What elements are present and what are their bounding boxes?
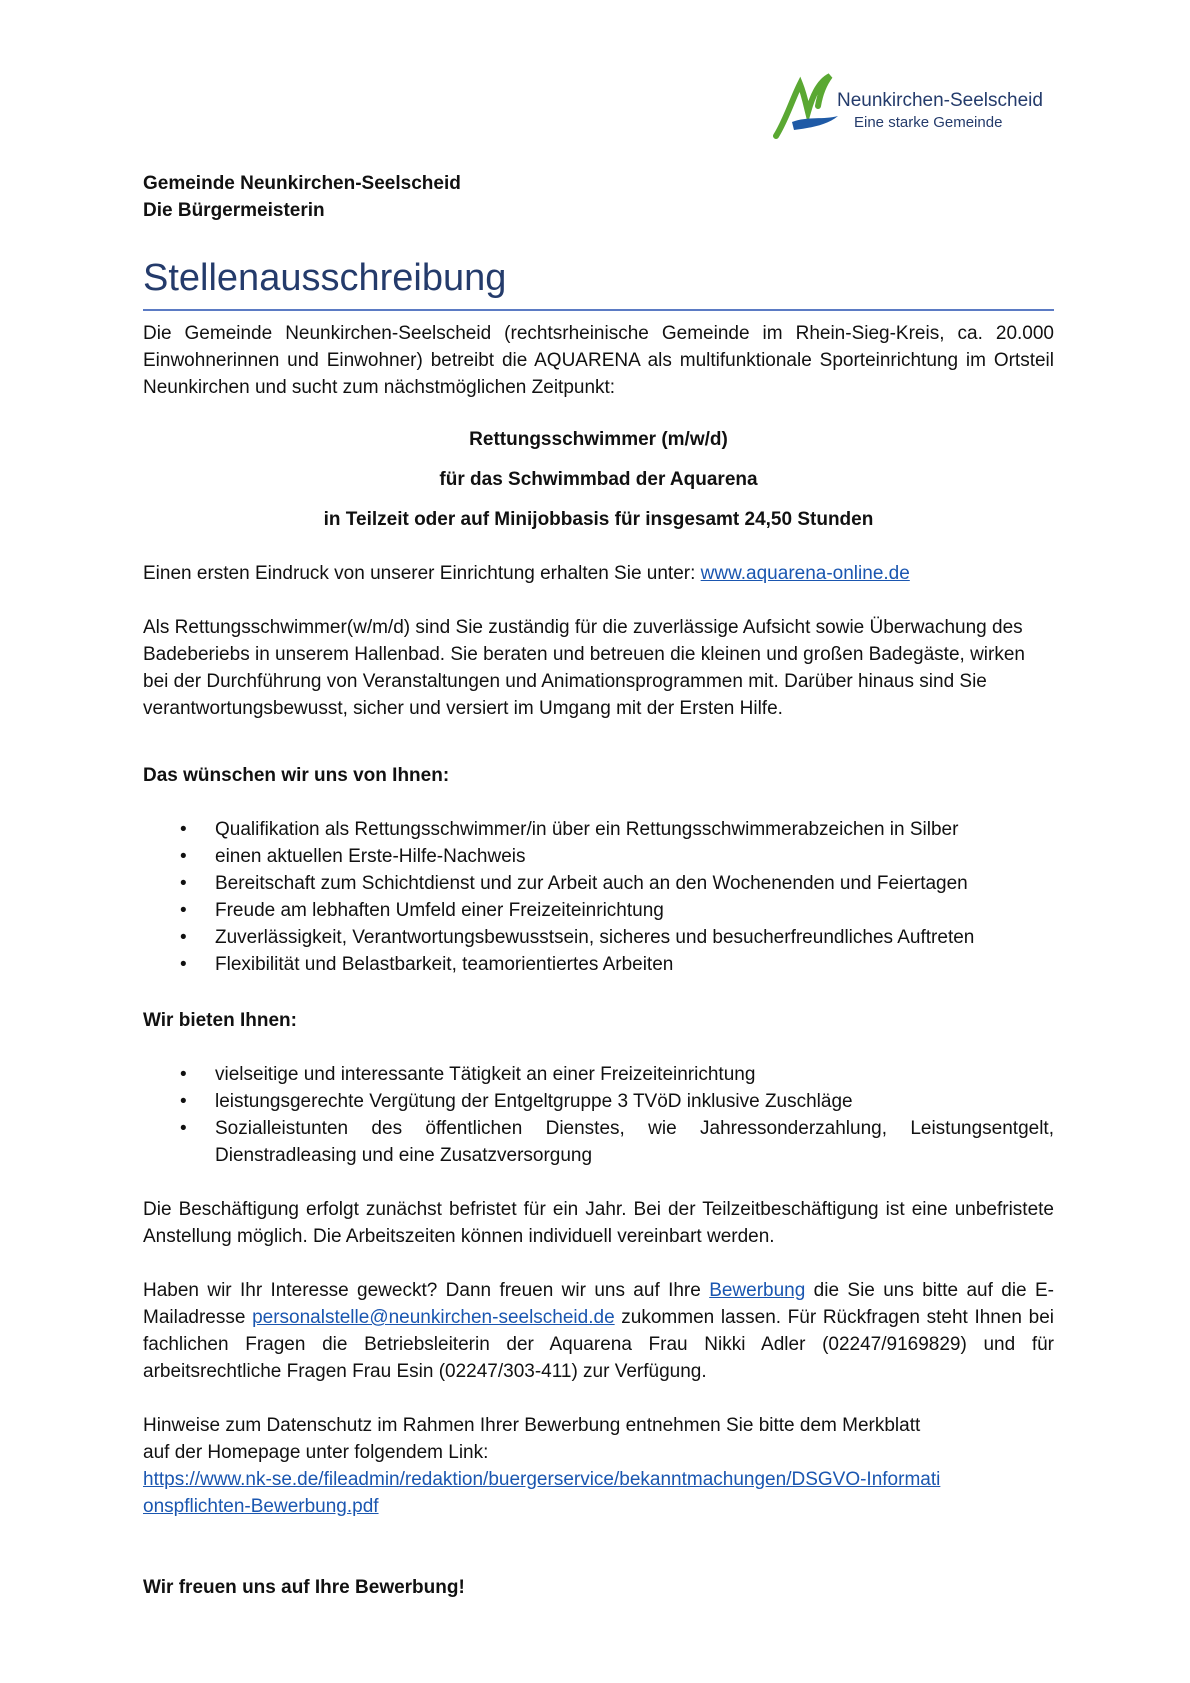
issuer-role: Die Bürgermeisterin xyxy=(143,200,325,221)
intro-paragraph: Die Gemeinde Neunkirchen-Seelscheid (rechtsrheinische Gemeinde im Rhein-Sieg-Kreis, ca. 20.000 Einwohnerinnen und Einwohner) betreibt die AQUARENA als multifunktionale Sporteinrichtung im Ortsteil Neunkirchen und sucht zum nächstmöglichen Zeitpunkt: xyxy=(143,323,1054,398)
description-paragraph: Als Rettungsschwimmer(w/m/d) sind Sie zuständig für die zuverlässige Aufsicht sowie Überwachung des Badeberiebs in unserem Hallenbad. Sie beraten und betreuen die kleinen und großen Badegäste, wirken bei der Durchführung von Veranstaltungen und Animationsprogrammen mit. Darüber hinaus sind Sie verantwortungsbewusst, sicher und versiert im Umgang mit der Ersten Hilfe. xyxy=(143,617,1025,719)
offer-list-container xyxy=(143,1061,1054,1169)
list-item: • Zuverlässigkeit, Verantwortungsbewusstsein, sicheres und besucherfreundliches Auftreten xyxy=(215,924,1054,951)
offer-list xyxy=(143,1061,1054,1169)
list-item: • einen aktuellen Erste-Hilfe-Nachweis xyxy=(215,843,1054,870)
aquarena-website-link[interactable]: www.aquarena-online.de xyxy=(700,563,910,584)
closing-line: Wir freuen uns auf Ihre Bewerbung! xyxy=(143,1577,465,1598)
application-link[interactable]: Bewerbung xyxy=(709,1280,806,1301)
privacy-line-1: Hinweise zum Datenschutz im Rahmen Ihrer Bewerbung entnehmen Sie bitte dem Merkblatt xyxy=(143,1415,921,1436)
application-text-2: die Sie uns bitte auf die E-Mailadresse xyxy=(143,1280,1054,1328)
privacy-paragraph xyxy=(143,1412,1054,1520)
list-item: • Flexibilität und Belastbarkeit, teamorientiertes Arbeiten xyxy=(215,951,1054,978)
issuer-block xyxy=(143,170,1054,224)
privacy-pdf-link[interactable]: https://www.nk-se.de/fileadmin/redaktion/buergerservice/bekanntmachungen/DSGVO-Informationspflichten-Bewerbung.pdf xyxy=(143,1469,941,1517)
position-hours: in Teilzeit oder auf Minijobbasis für insgesamt 24,50 Stunden xyxy=(323,509,874,530)
privacy-line-2: auf der Homepage unter folgendem Link: xyxy=(143,1442,489,1463)
page-title: Stellenausschreibung xyxy=(143,255,1054,311)
impression-paragraph xyxy=(143,560,1054,587)
municipality-logo xyxy=(772,70,1072,150)
offer-heading: Wir bieten Ihnen: xyxy=(143,1010,297,1031)
application-text-3: zukommen lassen. Für Rückfragen steht Ihnen bei fachlichen Fragen die Betriebsleiterin der Aquarena Frau Nikki Adler (02247/9169829) und für arbeitsrechtliche Fragen Frau Esin (02247/303-411) zur Verfügung. xyxy=(143,1307,1054,1382)
impression-text: Einen ersten Eindruck von unserer Einrichtung erhalten Sie unter: xyxy=(143,563,701,584)
wishes-list-container xyxy=(143,816,1054,978)
email-link[interactable]: personalstelle@neunkirchen-seelscheid.de xyxy=(252,1307,615,1328)
list-item: • leistungsgerechte Vergütung der Entgeltgruppe 3 TVöD inklusive Zuschläge xyxy=(215,1088,1054,1115)
position-title: Rettungsschwimmer (m/w/d) xyxy=(469,429,728,450)
logo-name: Neunkirchen-Seelscheid xyxy=(837,90,1043,111)
list-item: • Bereitschaft zum Schichtdienst und zur Arbeit auch an den Wochenenden und Feiertagen xyxy=(215,870,1054,897)
application-paragraph xyxy=(143,1277,1054,1385)
list-item: • Freude am lebhaften Umfeld einer Freizeiteinrichtung xyxy=(215,897,1054,924)
issuer-org: Gemeinde Neunkirchen-Seelscheid xyxy=(143,173,461,194)
list-item: • vielseitige und interessante Tätigkeit an einer Freizeiteinrichtung xyxy=(215,1061,1054,1088)
wishes-heading: Das wünschen wir uns von Ihnen: xyxy=(143,765,450,786)
position-block xyxy=(143,426,1054,546)
list-item: • Qualifikation als Rettungsschwimmer/in über ein Rettungsschwimmerabzeichen in Silber xyxy=(215,816,1054,843)
employment-paragraph: Die Beschäftigung erfolgt zunächst befristet für ein Jahr. Bei der Teilzeitbeschäftigung ist eine unbefristete Anstellung möglich. Die Arbeitszeiten können individuell vereinbart werden. xyxy=(143,1199,1054,1247)
position-location: für das Schwimmbad der Aquarena xyxy=(439,469,758,490)
wishes-list xyxy=(143,816,1054,978)
application-text-1: Haben wir Ihr Interesse geweckt? Dann freuen wir uns auf Ihre xyxy=(143,1280,710,1301)
logo-tagline: Eine starke Gemeinde xyxy=(854,114,1003,131)
list-item: • Sozialleistunten des öffentlichen Dienstes, wie Jahressonderzahlung, Leistungsentgelt, Dienstradleasing und eine Zusatzversorgung xyxy=(215,1115,1054,1169)
